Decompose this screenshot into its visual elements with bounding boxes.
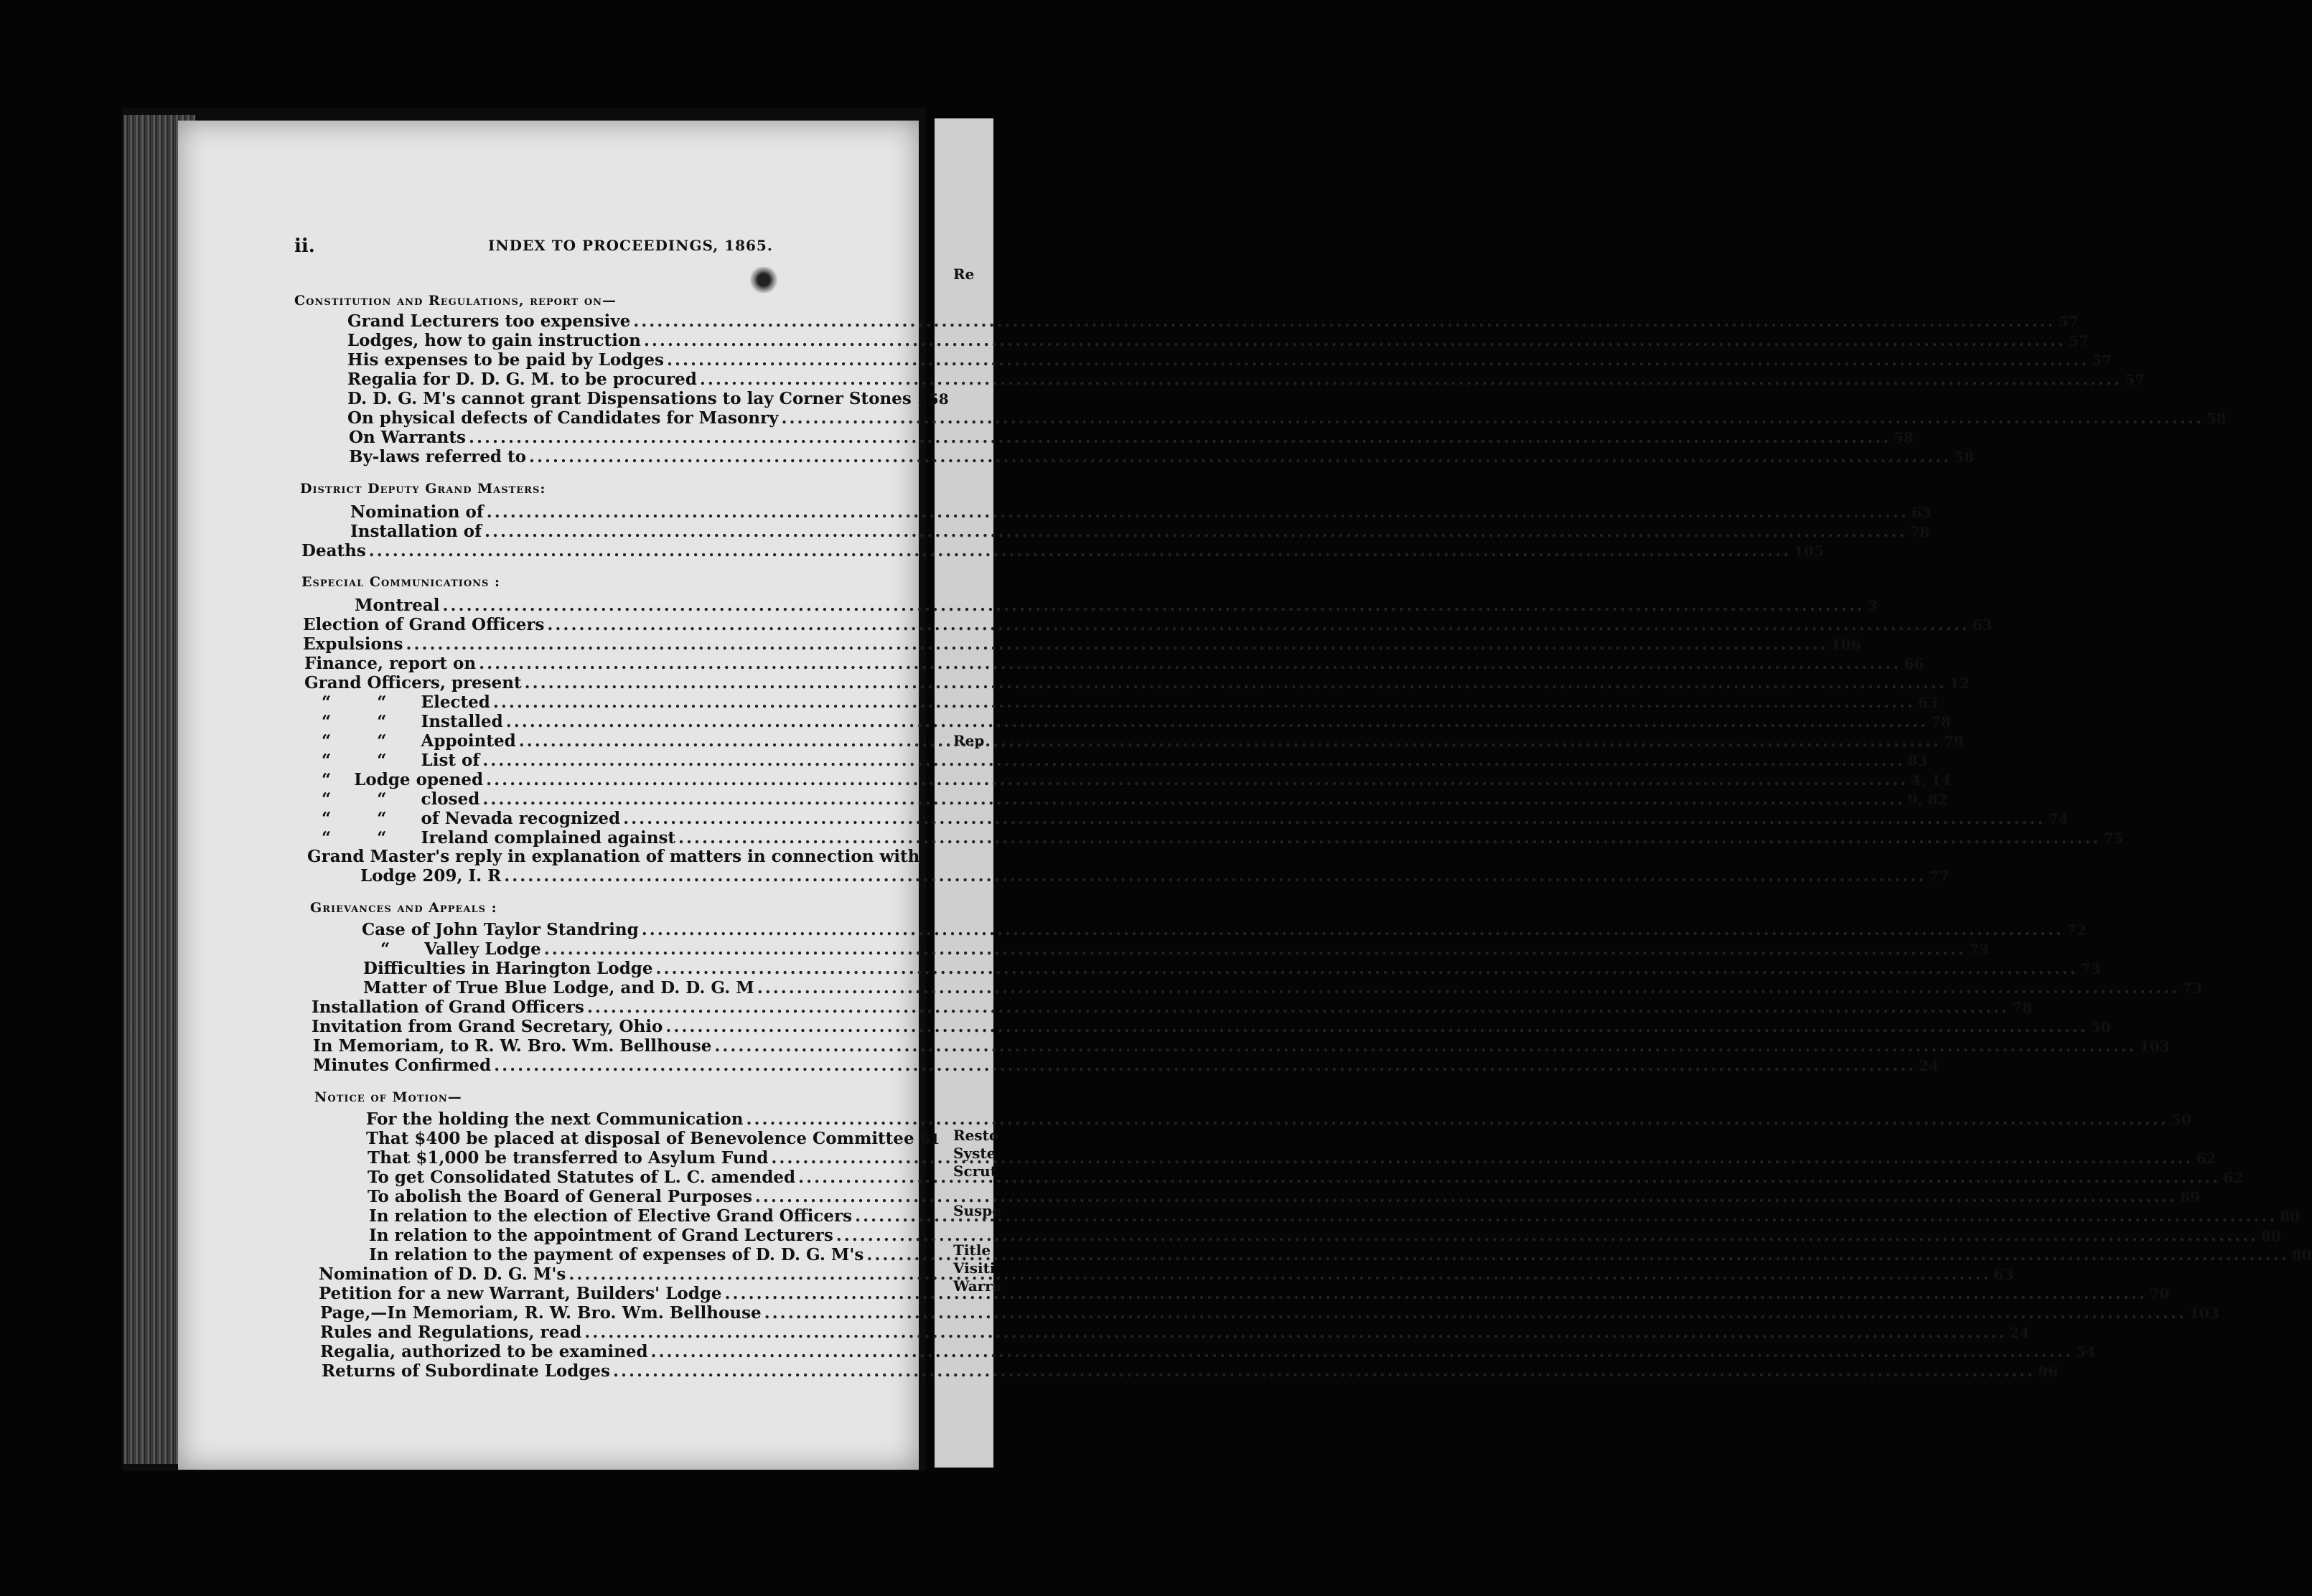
entry-label: Nomination of <box>350 502 484 522</box>
entry-page: 57 <box>2125 371 2145 388</box>
page-number: ii. <box>294 235 315 257</box>
section-heading-especial: Especial Communications : <box>301 574 501 590</box>
entry-page: 73 <box>2182 980 2202 997</box>
entry-page: 73 <box>2080 960 2101 977</box>
entry-page: 80 <box>2261 1227 2281 1244</box>
entry-page: 103 <box>2139 1038 2170 1055</box>
facing-fragment: Visiti <box>953 1259 996 1277</box>
entry-page: 73 <box>1969 941 1989 958</box>
index-entry <box>301 541 1824 561</box>
entry-page: 79 <box>1944 733 1964 750</box>
entry-label: His expenses to be paid by Lodges <box>347 350 664 370</box>
entry-page: 66 <box>1904 655 1924 672</box>
entry-page: 80 <box>2291 1247 2312 1264</box>
entry-label: Expulsions <box>303 634 403 654</box>
entry-page: 50 <box>2090 1018 2111 1036</box>
entry-label: For the holding the next Communication <box>366 1109 744 1129</box>
facing-fragment: Suspe <box>953 1202 1001 1219</box>
index-entry <box>360 866 1950 886</box>
index-entry <box>312 998 2033 1018</box>
index-entry <box>347 370 2145 390</box>
entry-label: To get Consolidated Statutes of L. C. amended <box>368 1168 796 1187</box>
entry-label: “ “ Appointed <box>322 731 516 751</box>
entry-page: 72 <box>2067 921 2087 939</box>
entry-label: “ “ Installed <box>322 712 503 731</box>
index-entry <box>355 596 1878 616</box>
index-entry <box>322 1361 2059 1381</box>
facing-fragment: Syste <box>953 1145 996 1162</box>
index-entry <box>322 693 1938 713</box>
index-entry <box>313 1036 2170 1056</box>
entry-label: In Memoriam, to R. W. Bro. Wm. Bellhouse <box>313 1036 712 1056</box>
entry-label: By-laws referred to <box>349 447 526 466</box>
entry-page: 57 <box>2058 313 2079 330</box>
facing-fragment: Warra <box>953 1277 1002 1295</box>
entry-page: 70 <box>2149 1285 2170 1302</box>
entry-page: 9, 82 <box>1907 791 1948 808</box>
index-entry <box>369 1226 2281 1246</box>
facing-fragment: Rep <box>953 732 985 749</box>
entry-label: “ “ Elected <box>322 693 490 712</box>
entry-page: 78 <box>2012 999 2033 1016</box>
index-entry <box>303 615 1993 635</box>
entry-label: Deaths <box>301 541 366 560</box>
entry-page: 24 <box>2009 1324 2030 1341</box>
entry-label: Returns of Subordinate Lodges <box>322 1361 610 1381</box>
index-entry <box>322 770 1952 790</box>
page-header <box>294 235 912 264</box>
entry-label: In relation to the payment of expenses of D. D. G. M's <box>369 1245 864 1264</box>
entry-label: Page,—In Memoriam, R. W. Bro. Wm. Bellhouse <box>320 1303 762 1323</box>
entry-page: 63 <box>1993 1266 2014 1283</box>
entry-label: Regalia, authorized to be examined <box>320 1342 648 1361</box>
entry-page: 54 <box>2075 1343 2096 1361</box>
index-entry <box>320 1342 2096 1362</box>
section-heading-constitution: Constitution and Regulations, report on— <box>294 293 617 309</box>
index-entry <box>363 959 2101 979</box>
index-entry <box>349 447 1975 467</box>
entry-label: “ “ closed <box>322 789 480 809</box>
entry-label: To abolish the Board of General Purposes <box>368 1187 752 1206</box>
entry-label: Lodges, how to gain instruction <box>347 331 641 350</box>
index-entry <box>350 522 1930 542</box>
index-entry <box>312 1017 2111 1037</box>
entry-label: Difficulties in Harington Lodge <box>363 959 653 978</box>
entry-page: 63 <box>1911 504 1932 521</box>
facing-fragment: Re <box>953 266 975 283</box>
entry-label: Installation of Grand Officers <box>312 998 584 1017</box>
entry-label: That $400 be placed at disposal of Benevolence Committee <box>366 1129 914 1148</box>
index-entry <box>366 1129 940 1149</box>
facing-fragment: Resto <box>953 1127 999 1144</box>
entry-page: 4, 14 <box>1911 771 1952 789</box>
entry-label: Grand Master's reply in explanation of matters in connection with <box>307 847 920 866</box>
section-heading-grievances: Grievances and Appeals : <box>310 900 497 916</box>
entry-label: “ Lodge opened <box>322 770 484 789</box>
entry-label: That $1,000 be transferred to Asylum Fund <box>368 1148 769 1168</box>
entry-page: 3 <box>1867 597 1878 614</box>
entry-page: 103 <box>2189 1305 2219 1322</box>
entry-label: “ Valley Lodge <box>380 939 541 959</box>
index-entry <box>347 408 2227 428</box>
index-entry <box>322 789 1948 809</box>
index-entry <box>322 828 2124 848</box>
entry-page: 57 <box>2069 332 2089 349</box>
entry-page: 62 <box>2223 1169 2244 1186</box>
entry-label: Installation of <box>350 522 482 541</box>
entry-page: 75 <box>2103 830 2124 847</box>
entry-page: 63 <box>1918 694 1938 711</box>
entry-label: Regalia for D. D. G. M. to be procured <box>347 370 697 389</box>
entry-label: In relation to the appointment of Grand Lecturers <box>369 1226 833 1245</box>
entry-page: 105 <box>1794 543 1824 560</box>
index-entry <box>380 939 1989 959</box>
index-entry <box>366 1109 2191 1130</box>
index-entry <box>347 389 949 409</box>
entry-page: 50 <box>2171 1111 2191 1128</box>
entry-page: 63 <box>1972 616 1993 634</box>
entry-label: D. D. G. M's cannot grant Dispensations to lay Corner Stones . <box>347 389 923 408</box>
index-entry <box>368 1187 2201 1207</box>
entry-page: 78 <box>1931 713 1951 731</box>
entry-page: 58 <box>1954 449 1975 466</box>
entry-page: 58 <box>1894 429 1914 446</box>
entry-label: On Warrants <box>349 428 466 447</box>
entry-label: Finance, report on <box>304 654 477 673</box>
index-entry <box>313 1056 1939 1076</box>
entry-page: 58 <box>2206 410 2227 427</box>
entry-page: 83 <box>1907 752 1928 769</box>
entry-label: Rules and Regulations, read <box>320 1323 582 1342</box>
entry-page: 77 <box>1929 868 1950 885</box>
entry-page: 106 <box>1830 636 1861 653</box>
index-entry <box>304 654 1924 674</box>
entry-label: Case of John Taylor Standring <box>362 920 639 939</box>
index-entry <box>319 1284 2170 1304</box>
entry-label: In relation to the election of Elective Grand Officers <box>369 1206 853 1226</box>
index-entry <box>363 978 2202 998</box>
index-entry <box>362 920 2087 940</box>
entry-label: Election of Grand Officers <box>303 615 545 634</box>
entry-page: 69 <box>2180 1188 2201 1206</box>
entry-label: “ “ List of <box>322 751 480 770</box>
entry-page: 78 <box>1909 523 1930 540</box>
entry-label: Petition for a new Warrant, Builders' Lodge <box>319 1284 722 1303</box>
entry-page: 58 <box>928 390 949 408</box>
index-entry <box>349 428 1914 448</box>
index-entry <box>347 331 2089 351</box>
entry-label: Lodge 209, I. R <box>360 866 502 886</box>
entry-label: Matter of True Blue Lodge, and D. D. G. M <box>363 978 754 998</box>
index-entry <box>322 712 1951 732</box>
index-entry <box>347 350 2112 370</box>
section-heading-notice: Notice of Motion— <box>314 1089 462 1105</box>
entry-page: 57 <box>2092 352 2112 369</box>
index-entry <box>322 751 1928 771</box>
entry-label: On physical defects of Candidates for Masonry <box>347 408 779 428</box>
section-heading-district: District Deputy Grand Masters: <box>300 481 546 497</box>
facing-fragment: Scrut <box>953 1163 997 1180</box>
entry-page: 61 <box>919 1130 940 1147</box>
entry-label: “ “ of Nevada recognized <box>322 809 621 828</box>
entry-label: Invitation from Grand Secretary, Ohio <box>312 1017 663 1036</box>
ink-blot <box>748 267 780 293</box>
entry-page: 62 <box>2196 1150 2217 1167</box>
entry-page: 74 <box>2048 810 2069 827</box>
running-head: INDEX TO PROCEEDINGS, 1865. <box>488 237 773 254</box>
entry-label: Montreal <box>355 596 440 615</box>
entry-page: 96 <box>2038 1363 2059 1380</box>
index-entry <box>304 673 1970 693</box>
index-entry <box>320 1303 2219 1323</box>
index-entry <box>350 502 1932 522</box>
index-entry <box>303 634 1861 654</box>
index-entry <box>347 311 2079 332</box>
entry-page: 12 <box>1949 675 1970 692</box>
entry-label: “ “ Ireland complained against <box>322 828 676 848</box>
entry-label: Grand Lecturers too expensive <box>347 311 631 331</box>
index-entry <box>320 1323 2030 1343</box>
index-entry <box>322 809 2069 829</box>
entry-page: 80 <box>2280 1208 2301 1225</box>
facing-fragment: Title <box>953 1241 991 1259</box>
entry-label: Nomination of D. D. G. M's <box>319 1264 566 1284</box>
entry-label: Minutes Confirmed <box>313 1056 492 1075</box>
entry-label: Grand Officers, present <box>304 673 522 693</box>
entry-page: 24 <box>1919 1057 1939 1074</box>
